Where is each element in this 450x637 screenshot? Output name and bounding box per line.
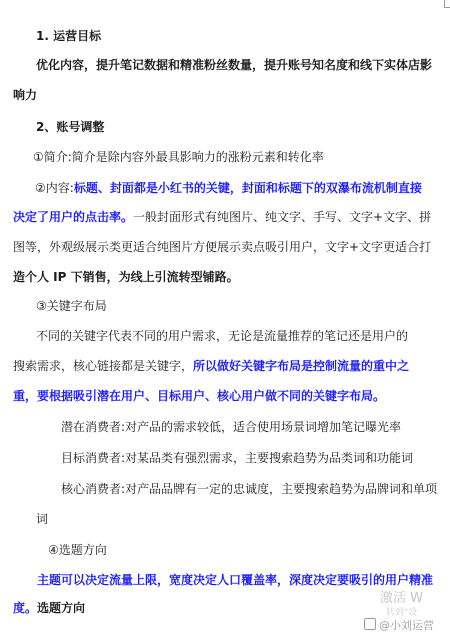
text-run: 造个人 IP 下销售，为线上引流转型铺路。 (13, 270, 239, 284)
highlight-text: 决定了用户的点击率。 (13, 210, 134, 224)
consumer-line-core (61, 482, 440, 496)
author-watermark (364, 617, 434, 633)
section-heading-account-adjust (36, 120, 440, 134)
paragraph-line (13, 359, 440, 373)
highlight-text: 重，要根据吸引潜在用户、目标用户、核心用户做不同的关键字布局。 (13, 389, 386, 403)
text-run: ③关键字布局 (36, 299, 107, 313)
text-run: 1. 运营目标 (36, 29, 102, 43)
activate-windows-text: 激活 W (380, 591, 423, 606)
text-run: 词 (36, 512, 49, 526)
text-run: 目标消费者:对某品类有强烈需求，主要搜索趋势为品类词和功能词 (61, 451, 414, 465)
paragraph-line (13, 389, 440, 403)
paragraph-line (36, 58, 440, 72)
consumer-line-target (61, 451, 440, 465)
paragraph-line (13, 210, 440, 224)
text-run: 不同的关键字代表不同的用户需求，无论是流量推荐的笔记还是用户的 (36, 329, 409, 343)
text-run: 选题方向 (37, 601, 86, 615)
paragraph-line (13, 88, 440, 102)
consumer-line-potential (61, 420, 440, 434)
list-item-keyword-layout (36, 299, 440, 313)
highlight-text: 所以做好关键字布局是控制流量的重中之 (193, 359, 410, 373)
list-item-profile (33, 150, 440, 164)
paragraph-line (13, 270, 440, 284)
text-run: 核心消费者:对产品品牌有一定的忠诚度，主要搜索趋势为品牌词和单项 (61, 482, 438, 496)
text-run: 图等，外观级展示类更适合纯图片方便展示卖点吸引用户，文字+文字更适合打 (13, 240, 432, 254)
text-run: ①简介:简介是除内容外最具影响力的涨粉元素和转化率 (33, 150, 324, 164)
paragraph-line (13, 240, 440, 254)
paragraph-line (36, 329, 440, 343)
text-run: 潜在消费者:对产品的需求较低，适合使用场景词增加笔记曝光率 (61, 420, 402, 434)
platform-logo-icon (364, 618, 376, 630)
text-run: ④选题方向 (48, 543, 107, 557)
watermark-overlay (360, 585, 450, 637)
paragraph-line (36, 512, 440, 526)
highlight-text: 主题可以决定流量上限，宽度决定人口覆盖率，深度决定要吸引的用户精准 (37, 573, 434, 587)
text-run: 一般封面形式有纯图片、纯文字、手写、文字+文字、拼 (133, 210, 432, 224)
text-run: 搜索需求，核心链接都是关键字， (13, 359, 194, 373)
author-handle: @小刘运营 (379, 619, 434, 632)
list-item-content (35, 181, 440, 195)
crop-mark (436, 0, 450, 14)
list-item-topic-direction (48, 543, 440, 557)
text-run: 响力 (13, 88, 38, 102)
text-run: ②内容: (35, 181, 74, 195)
highlight-text: 度。 (13, 601, 38, 615)
text-run: 2、账号调整 (36, 120, 105, 134)
section-heading-operations-goal (36, 29, 440, 43)
activate-windows-subtext: 转到"设 (386, 608, 418, 618)
text-run: 优化内容，提升笔记数据和精准粉丝数量，提升账号知名度和线下实体店影 (36, 58, 433, 72)
highlight-text: 标题、封面都是小红书的关键，封面和标题下的双瀑布流机制直接 (73, 181, 422, 195)
